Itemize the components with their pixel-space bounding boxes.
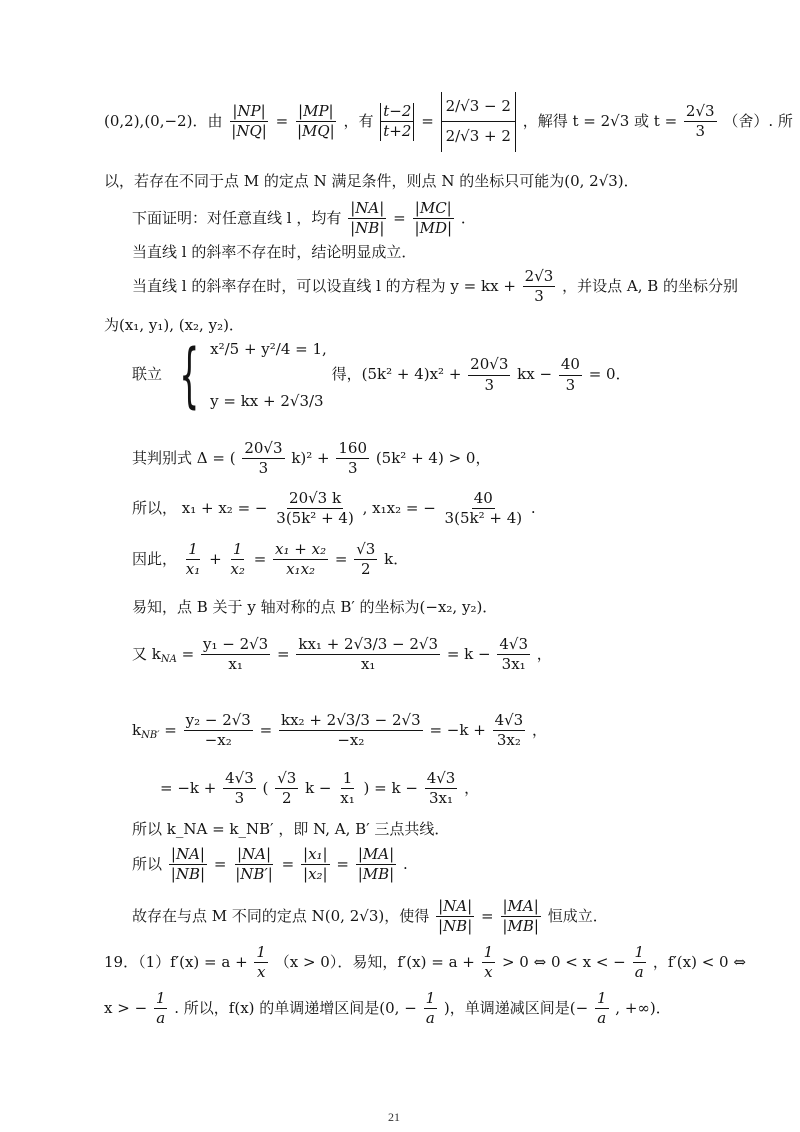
text: =: [281, 854, 295, 873]
denominator: |MD|: [414, 219, 453, 238]
denominator: x₁: [228, 655, 243, 674]
denominator: x₁: [360, 655, 376, 674]
numerator: |MA|: [501, 898, 541, 917]
fraction: [425, 770, 458, 808]
fraction: [295, 103, 337, 141]
numerator: 1: [633, 944, 647, 963]
text: ) = k −: [363, 778, 423, 797]
text: (0,2),(0,−2): [104, 111, 193, 130]
fraction: [500, 898, 541, 936]
numerator: x₁ + x₂: [273, 541, 328, 560]
denominator: a: [597, 1009, 607, 1028]
text: 下面证明：对任意直线 l ，均有: [132, 208, 342, 227]
fraction: [301, 846, 330, 884]
denominator: a: [425, 1009, 435, 1028]
numerator: 160: [336, 440, 369, 459]
denominator: |NB′|: [235, 865, 273, 884]
page-number: 21: [388, 1110, 400, 1124]
denominator: 3: [695, 122, 706, 141]
denominator: x₁: [340, 789, 355, 808]
text: k)² +: [291, 448, 335, 467]
fraction: [279, 712, 423, 750]
subscript: NA: [160, 653, 177, 665]
numerator: |NA|: [169, 846, 207, 865]
text: ，f′(x) < 0 ⇔: [652, 952, 746, 971]
fraction: [523, 268, 556, 306]
text: kx −: [517, 365, 557, 383]
fraction: [254, 944, 268, 982]
fraction: [169, 846, 207, 884]
brace: {: [179, 334, 200, 416]
denominator: 3: [234, 789, 245, 808]
denominator: x: [256, 963, 266, 982]
denominator: 3: [534, 287, 544, 306]
denominator: 3x₂: [496, 731, 521, 750]
text: =: [213, 854, 227, 873]
fraction: [633, 944, 647, 982]
fraction: [348, 200, 386, 238]
numerator: 1: [154, 990, 168, 1009]
numerator: 20√3: [468, 356, 510, 375]
line-19: [104, 990, 671, 1028]
text: （x > 0）．易知，f′(x) = a +: [274, 952, 480, 971]
line-9: [132, 490, 536, 528]
fraction: [436, 898, 474, 936]
numerator: 1: [595, 990, 609, 1009]
numerator: kx₁ + 2√3/3 − 2√3: [296, 636, 440, 655]
numerator: |MA|: [356, 846, 396, 865]
line-5: [132, 268, 738, 306]
fraction: [223, 770, 256, 808]
text: =: [275, 111, 289, 130]
numerator: √3: [275, 770, 298, 789]
numerator: 4√3: [223, 770, 256, 789]
text: =: [481, 906, 494, 925]
line-11: 易知，点 B 关于 y 轴对称的点 B′ 的坐标为(−x₂, y₂)．: [132, 598, 498, 616]
fraction: [684, 103, 717, 141]
fraction: [184, 541, 202, 579]
fraction: [595, 990, 609, 1028]
fraction: [154, 990, 168, 1028]
fraction: [356, 846, 397, 884]
numerator: 20√3 k: [287, 490, 343, 509]
text: x > −: [104, 998, 148, 1017]
numerator: t−2: [380, 103, 414, 122]
denominator: |x₂|: [303, 865, 328, 884]
denominator: |MQ|: [296, 122, 335, 141]
fraction: [559, 356, 582, 394]
denominator: |NB|: [350, 219, 385, 238]
numerator: |MP|: [296, 103, 336, 122]
denominator: |NB|: [438, 917, 473, 936]
equation: x²/5 + y²/4 = 1,: [210, 340, 327, 358]
text: k −: [305, 778, 337, 797]
numerator: y₂ − 2√3: [184, 712, 253, 731]
text: k: [132, 720, 142, 739]
fraction: [380, 103, 414, 141]
denominator: −x₂: [337, 731, 365, 750]
denominator: |NQ|: [231, 122, 267, 141]
text: , x₁x₂ = −: [362, 498, 436, 517]
denominator: 3: [258, 459, 269, 478]
line-7: [132, 334, 631, 416]
text: = −k +: [429, 720, 491, 739]
denominator: x₁x₂: [286, 560, 316, 579]
text: 其判别式 Δ = (: [132, 448, 236, 467]
text: ，解得 t = 2√3 或 t =: [522, 111, 682, 130]
text: )，单调递减区间是(−: [443, 998, 589, 1017]
text: ，: [532, 720, 548, 739]
text: 因此，: [132, 549, 178, 568]
denominator: −x₂: [204, 731, 232, 750]
text: ，: [464, 778, 480, 797]
denominator: 3x₁: [429, 789, 454, 808]
text: =: [164, 720, 177, 739]
text: 联立: [132, 365, 163, 383]
numerator: 4√3: [497, 636, 530, 655]
text: 所以: [132, 854, 163, 873]
fraction: [424, 990, 438, 1028]
fraction: [229, 103, 269, 141]
text: > 0 ⇔ 0 < x < −: [501, 952, 626, 971]
fraction: [493, 712, 526, 750]
numerator: 2√3: [523, 268, 556, 287]
numerator: 4√3: [493, 712, 526, 731]
text: =: [336, 854, 349, 873]
fraction: [338, 770, 356, 808]
text: 故存在与点 M 不同的定点 N(0, 2√3)，使得: [132, 906, 430, 925]
text: （舍）. 所: [723, 111, 793, 130]
fraction: [274, 490, 356, 528]
line-10: [132, 541, 408, 579]
denominator: a: [156, 1009, 166, 1028]
numerator: 4√3: [425, 770, 458, 789]
line-1: [104, 92, 793, 152]
numerator: y₁ − 2√3: [201, 636, 270, 655]
fraction: [228, 541, 246, 579]
denominator: 3: [347, 459, 358, 478]
text: =: [421, 111, 434, 130]
numerator: 40: [559, 356, 582, 375]
fraction: [242, 440, 284, 478]
numerator: |NA|: [235, 846, 273, 865]
line-13: [132, 712, 547, 750]
text: =: [334, 549, 348, 568]
fraction: [354, 541, 377, 579]
text: 又 k: [132, 644, 161, 663]
numerator: 2/√3 − 2: [441, 92, 516, 122]
denominator: 2: [361, 560, 371, 579]
text: = k −: [446, 644, 496, 663]
text: ，有: [343, 111, 374, 130]
numerator: |MC|: [413, 200, 454, 219]
text: (: [262, 778, 269, 797]
denominator: x: [484, 963, 493, 982]
denominator: 3: [565, 375, 576, 394]
numerator: |x₁|: [301, 846, 330, 865]
text: 得，(5k² + 4)x² +: [331, 365, 467, 383]
numerator: 1: [186, 541, 200, 560]
denominator: |NB|: [170, 865, 206, 884]
text: =: [253, 549, 267, 568]
fraction: [201, 636, 270, 674]
text: .: [530, 498, 536, 517]
numerator: 1: [482, 944, 496, 963]
text: 所以， x₁ + x₂ = −: [132, 498, 268, 517]
fraction: [296, 636, 440, 674]
numerator: 1: [254, 944, 268, 963]
text: ，并设点 A, B 的坐标分别: [562, 276, 739, 295]
line-15: 所以 k_NA = k_NB′ ，即 N, A, B′ 三点共线．: [132, 820, 450, 838]
denominator: 3(5k² + 4): [276, 509, 354, 528]
fraction: [468, 356, 510, 394]
text: = 0．: [588, 365, 631, 383]
denominator: x₂: [230, 560, 245, 579]
fraction: [482, 944, 496, 982]
text: k．: [384, 549, 409, 568]
denominator: 3x₁: [501, 655, 526, 674]
denominator: 3: [484, 375, 495, 394]
fraction: [275, 770, 298, 808]
fraction: [443, 490, 525, 528]
denominator: 2: [281, 789, 292, 808]
fraction: [413, 200, 455, 238]
numerator: √3: [354, 541, 377, 560]
line-8: [132, 440, 490, 478]
denominator: 3(5k² + 4): [444, 509, 523, 528]
line-12: [132, 636, 552, 674]
text: +: [209, 549, 222, 568]
text: = −k +: [160, 778, 222, 797]
numerator: 1: [424, 990, 438, 1009]
line-16: [132, 846, 408, 884]
numerator: 2√3: [684, 103, 717, 122]
line-18: [104, 944, 746, 982]
equation: y = kx + 2√3/3: [210, 392, 324, 410]
line-4: 当直线 l 的斜率不存在时，结论明显成立．: [132, 243, 417, 261]
fraction: [441, 92, 516, 152]
line-6: 为(x₁, y₁), (x₂, y₂)．: [104, 316, 244, 334]
text: 恒成立．: [547, 906, 608, 925]
denominator: t+2: [380, 122, 414, 140]
numerator: |NA|: [348, 200, 386, 219]
text: (5k² + 4) > 0，: [375, 448, 491, 467]
text: =: [277, 644, 290, 663]
text: ．: [460, 208, 476, 227]
denominator: 2/√3 + 2: [441, 122, 516, 151]
denominator: a: [634, 963, 644, 982]
text: =: [259, 720, 273, 739]
numerator: 1: [231, 541, 245, 560]
text: 当直线 l 的斜率存在时，可以设直线 l 的方程为 y = kx +: [132, 276, 521, 295]
denominator: x₁: [185, 560, 201, 579]
line-14: [160, 770, 479, 808]
fraction: [273, 541, 328, 579]
denominator: |MB|: [502, 917, 539, 936]
text: =: [181, 644, 195, 663]
fraction: [184, 712, 253, 750]
equation-system: [210, 340, 327, 410]
text: ，: [536, 644, 552, 663]
line-3: 下面证明：对任意直线 l ，均有 $\frac{|NA|}{|NB|}$ = $\frac{|MC|}{|MD|}$ ．: [132, 199, 476, 238]
text: ．由: [192, 111, 223, 130]
numerator: |NP|: [230, 103, 267, 122]
fraction: [497, 636, 530, 674]
line-17: [132, 898, 608, 936]
text: , +∞)．: [615, 998, 671, 1017]
fraction: [233, 846, 275, 884]
text: . 所以，f(x) 的单调递增区间是(0, −: [174, 998, 417, 1017]
fraction: [336, 440, 369, 478]
numerator: kx₂ + 2√3/3 − 2√3: [279, 712, 423, 731]
text: 19．（1）f′(x) = a +: [104, 952, 253, 971]
denominator: |MB|: [357, 865, 395, 884]
line-2: 以，若存在不同于点 M 的定点 N 满足条件，则点 N 的坐标只可能为(0, 2√3)．: [104, 172, 639, 190]
numerator: 1: [341, 770, 355, 789]
subscript: NB′: [141, 729, 160, 741]
text: .: [403, 854, 408, 873]
numerator: 40: [472, 490, 495, 509]
numerator: 20√3: [242, 440, 284, 459]
numerator: |NA|: [436, 898, 474, 917]
